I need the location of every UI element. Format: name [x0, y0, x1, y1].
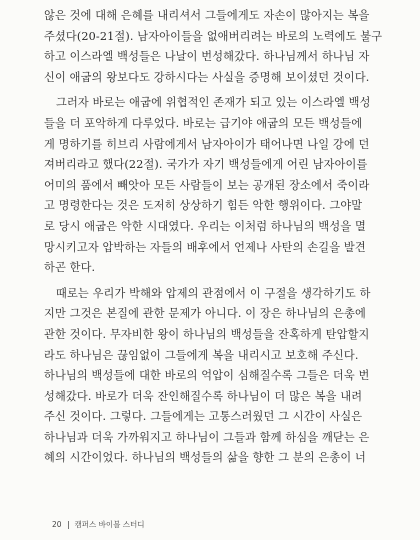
page-footer — [52, 519, 145, 530]
text-line: 들을 더 포악하게 다루었다. 바로는 급기야 애굽의 모든 백성들에 — [44, 116, 363, 130]
text-line: 혜의 시간이었다. 하나님의 백성들의 삶을 향한 그 분의 은총이 너 — [44, 451, 366, 465]
text-line: 망시키고자 압박하는 자들의 배후에서 언제나 사탄의 손길을 발견 — [44, 240, 366, 254]
text-line: 로 당시 애굽은 악한 시대였다. 우리는 이처럼 하나님의 백성을 멸 — [44, 219, 366, 233]
text-line: 그러자 바로는 애굽에 위협적인 존재가 되고 있는 이스라엘 백성 — [56, 96, 371, 110]
text-line: 져버리라고 했다(22절). 국가가 자기 백성들에게 어린 남자아이를 — [44, 158, 368, 172]
text-line: 주신 것이다. 그렇다. 그들에게는 고통스러웠던 그 시간이 사실은 — [44, 410, 363, 424]
text-line: 고 명령한다는 것은 도저히 상상하기 힘든 악한 행위이다. 그야말 — [44, 199, 363, 213]
text-line: 신이 애굽의 왕보다도 강하시다는 사실을 증명해 보이셨던 것이다. — [44, 70, 370, 84]
footer-divider — [68, 521, 69, 529]
text-line: 하고 이스라엘 백성들은 나날이 번성해갔다. 하나님께서 하나님 자 — [44, 50, 370, 64]
text-line: 성해갔다. 바로가 더욱 잔인해질수록 하나님이 더 많은 복을 내려 — [44, 389, 363, 403]
text-line: 때로는 우리가 박해와 압제의 관점에서 이 구절을 생각하기도 하 — [56, 286, 371, 300]
text-line: 관한 것이다. 무자비한 왕이 하나님의 백성들을 잔혹하게 탄압할지 — [44, 327, 370, 341]
text-line: 하곤 한다. — [44, 261, 96, 275]
book-title: 캠퍼스 바이블 스터디 — [74, 520, 145, 529]
page-number: 20 — [52, 520, 62, 529]
text-line: 지만 그것은 본질에 관한 문제가 아니다. 이 장은 하나님의 은총에 — [44, 307, 366, 321]
text-line: 않은 것에 대해 은혜를 내리셔서 그들에게도 자손이 많아지는 복을 — [44, 9, 370, 22]
text-line: 어미의 품에서 빼앗아 모든 사람들이 보는 공개된 장소에서 죽이라 — [44, 178, 370, 192]
text-line: 하나님과 더욱 가까워지고 하나님이 그들과 함께 하심을 깨닫는 은 — [44, 430, 370, 444]
body-text — [44, 6, 384, 469]
text-line: 라도 하나님은 끊임없이 그들에게 복을 내리시고 보호해 주신다. — [44, 348, 359, 362]
text-line: 게 명하기를 히브리 사람에게서 남자아이가 태어나면 나일 강에 던 — [44, 137, 370, 151]
paragraph-1 — [44, 6, 384, 88]
paragraph-2 — [44, 93, 384, 278]
paragraph-3 — [44, 284, 384, 469]
text-line: 주셨다(20-21절). 남자아이들을 없애버리려는 바로의 노력에도 불구 — [44, 29, 383, 43]
text-line: 하나님의 백성들에 대한 바로의 억압이 심해질수록 그들은 더욱 번 — [44, 369, 370, 383]
